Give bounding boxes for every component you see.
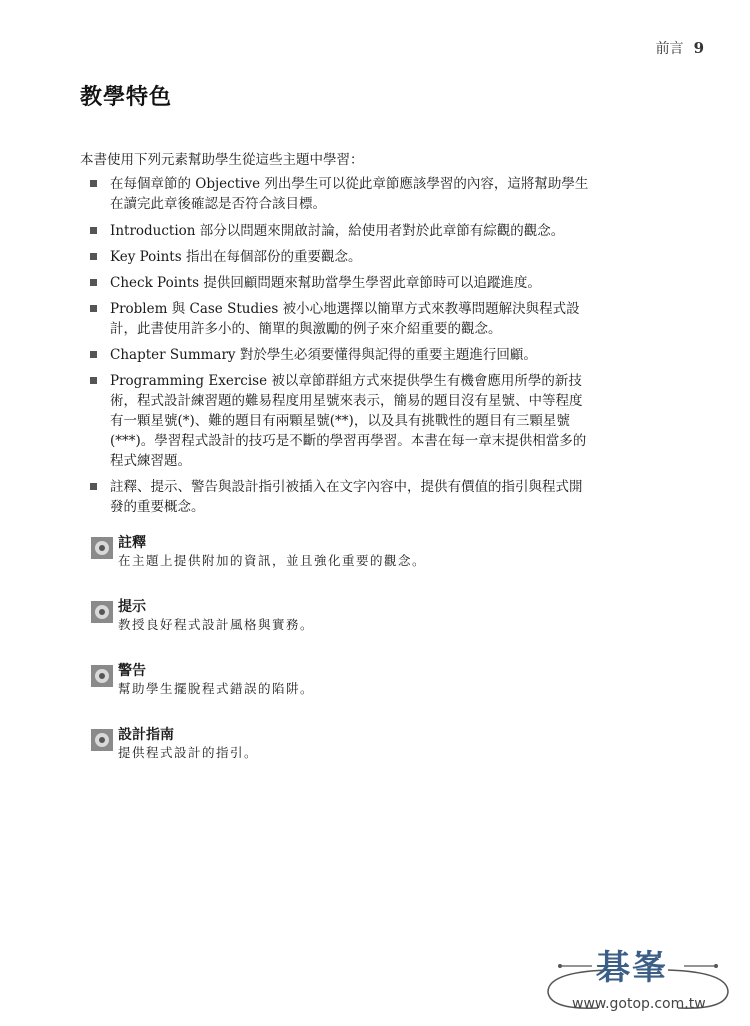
page-title: 教學特色: [80, 84, 173, 110]
intro-text: 本書使用下列元素幫助學生從這些主題中學習：: [80, 152, 364, 168]
list-item: Problem 與 Case Studies 被小心地選擇以簡單方式來教導問題解決與程式設計，此書使用許多小的、簡單的與激勵的例子來介紹重要的觀念。: [90, 299, 590, 339]
bullet-square-icon: [90, 180, 97, 187]
note-text: 教授良好程式設計風格與實務。: [118, 617, 315, 632]
page-header: [656, 38, 704, 58]
list-item: 在每個章節的 Objective 列出學生可以從此章節應該學習的內容，這將幫助學生在讀完此章後確認是否符合該目標。: [90, 174, 590, 214]
note-item-caution: [90, 662, 590, 718]
bullet-square-icon: [90, 351, 97, 358]
list-item: 註釋、提示、警告與設計指引被插入在文字內容中，提供有價值的指引與程式開發的重要概念。: [90, 477, 590, 517]
note-title: 註釋: [118, 535, 146, 551]
publisher-logo: [538, 940, 738, 1018]
note-icon: [90, 536, 114, 560]
note-item-tip: [90, 598, 590, 654]
note-item-note: [90, 534, 590, 590]
note-title: 設計指南: [118, 727, 174, 743]
note-item-design-guide: [90, 726, 590, 782]
bullet-square-icon: [90, 483, 97, 490]
logo-mark: 碁峯: [596, 948, 668, 988]
page-number: 9: [693, 39, 704, 57]
note-title: 提示: [118, 599, 146, 615]
logo-url: www.gotop.com.tw: [572, 996, 706, 1012]
bullet-square-icon: [90, 377, 97, 384]
feature-list: [90, 174, 590, 523]
bullet-square-icon: [90, 279, 97, 286]
note-text: 在主題上提供附加的資訊，並且強化重要的觀念。: [118, 553, 427, 568]
header-section: 前言: [655, 41, 684, 57]
list-item: Key Points 指出在每個部份的重要觀念。: [90, 247, 590, 267]
design-guide-icon: [90, 728, 114, 752]
note-text: 提供程式設計的指引。: [118, 745, 259, 760]
caution-icon: [90, 664, 114, 688]
note-legend: [90, 534, 590, 790]
list-item: Check Points 提供回顧問題來幫助當學生學習此章節時可以追蹤進度。: [90, 273, 590, 293]
list-item: Chapter Summary 對於學生必須要懂得與記得的重要主題進行回顧。: [90, 345, 590, 365]
list-item: Programming Exercise 被以章節群組方式來提供學生有機會應用所學的新技術，程式設計練習題的難易程度用星號來表示，簡易的題目沒有星號、中等程度有一顆星號(*)、難的題目有兩顆星號(**)，以及具有挑戰性的題目有三顆星號(***)。學習程式設計的技巧是不斷的學習再學習。本書在每一章末提供相當多的程式練習題。: [90, 371, 590, 471]
note-title: 警告: [118, 663, 146, 679]
bullet-square-icon: [90, 227, 97, 234]
tip-icon: [90, 600, 114, 624]
note-text: 幫助學生擺脫程式錯誤的陷阱。: [118, 681, 315, 696]
bullet-square-icon: [90, 305, 97, 312]
bullet-square-icon: [90, 253, 97, 260]
list-item: Introduction 部分以問題來開啟討論，給使用者對於此章節有綜觀的觀念。: [90, 221, 590, 241]
